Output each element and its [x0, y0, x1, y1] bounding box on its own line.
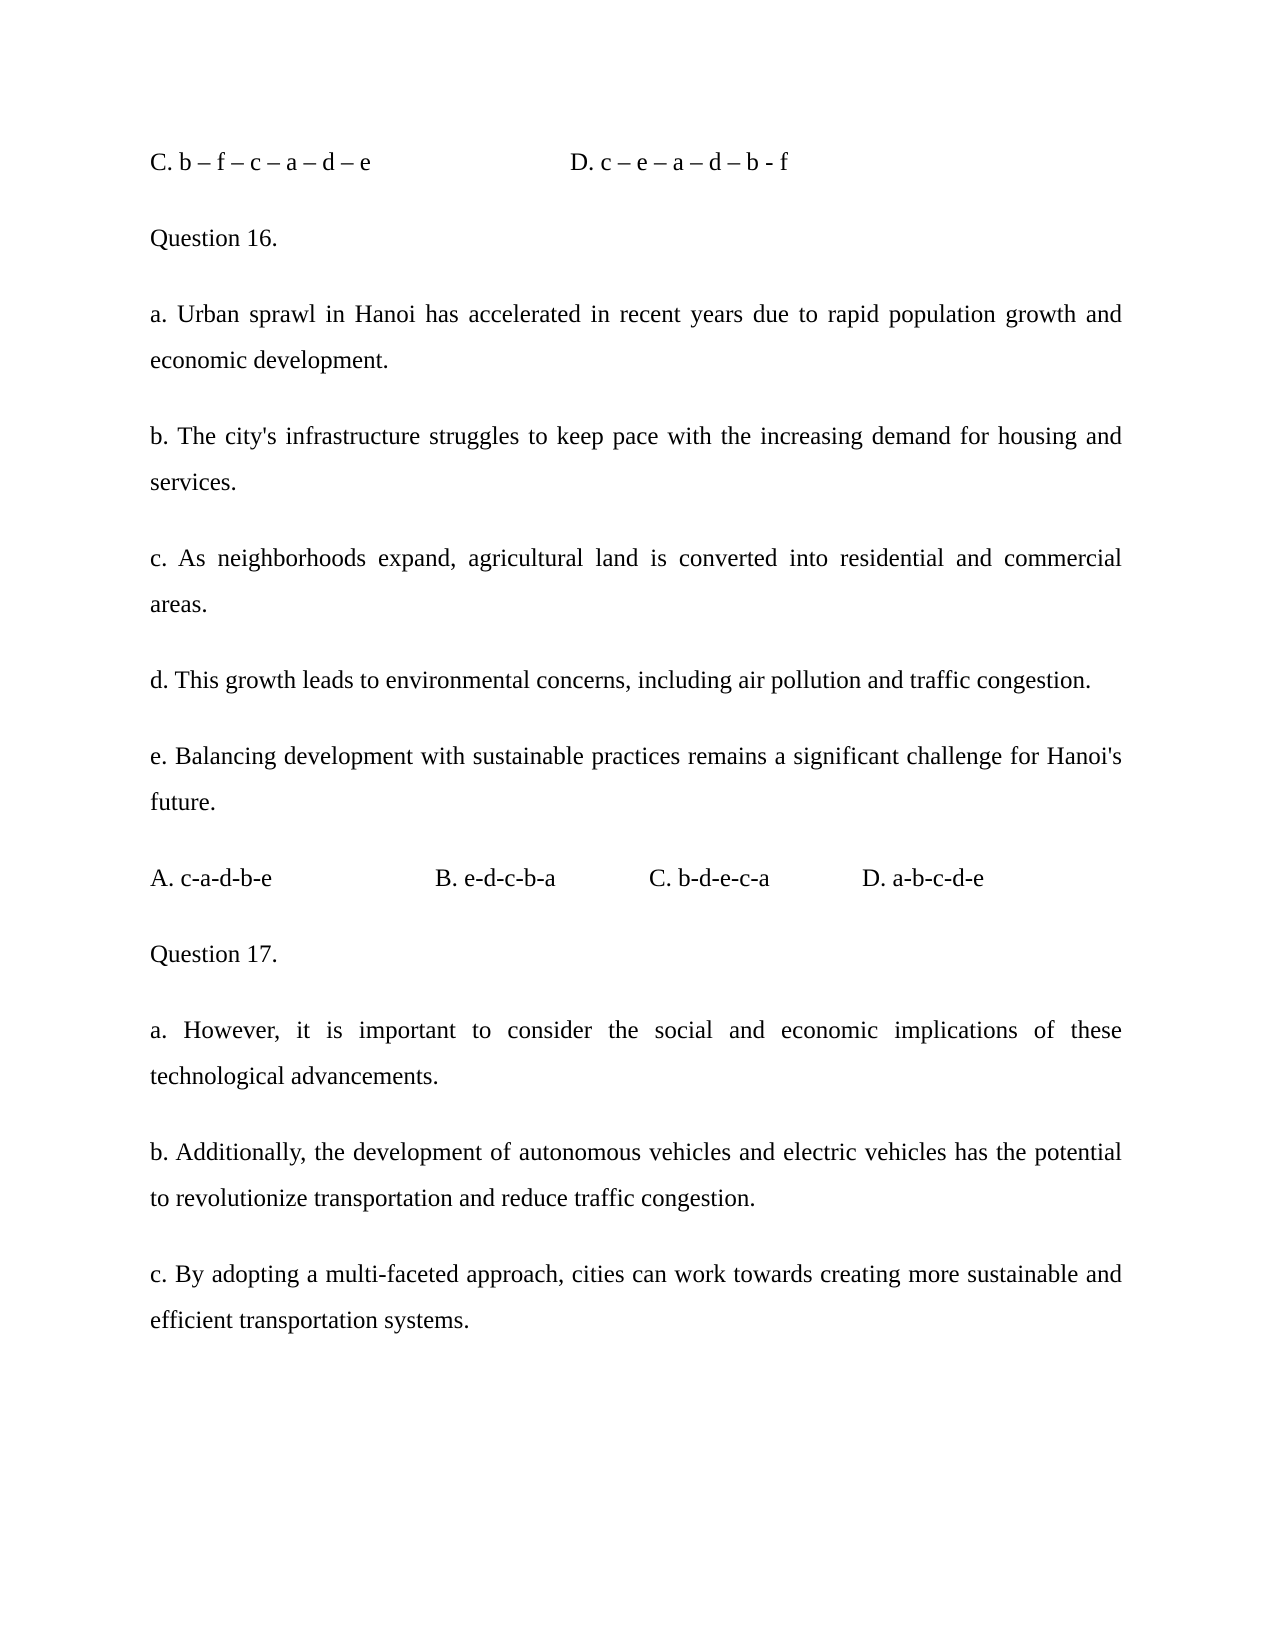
- q16-item-c: c. As neighborhoods expand, agricultural land is converted into residential and commercial areas.: [150, 545, 1122, 618]
- document-page: [150, 140, 1122, 1344]
- q16-option-d: D. a-b-c-d-e: [862, 865, 985, 892]
- q16-item-a: a. Urban sprawl in Hanoi has accelerated in recent years due to rapid population growth and economic development.: [150, 301, 1122, 374]
- q17-item-b: b. Additionally, the development of autonomous vehicles and electric vehicles has the potential to revolutionize transportation and reduce traffic congestion.: [150, 1139, 1122, 1212]
- q16-item-e: e. Balancing development with sustainable practices remains a significant challenge for Hanoi's future.: [150, 743, 1122, 816]
- q16-option-a: A. c-a-d-b-e: [150, 865, 273, 892]
- question-16-title: Question 16.: [150, 225, 278, 252]
- option-c: C. b – f – c – a – d – e: [150, 149, 371, 176]
- q16-item-b: b. The city's infrastructure struggles to keep pace with the increasing demand for housing and services.: [150, 423, 1122, 496]
- prev-question-options: [150, 140, 1122, 186]
- q17-item-a: a. However, it is important to consider the social and economic implications of these technological advancements.: [150, 1017, 1122, 1090]
- q17-item-c: c. By adopting a multi-faceted approach, cities can work towards creating more sustainable and efficient transportation systems.: [150, 1261, 1122, 1334]
- q16-option-b: B. e-d-c-b-a: [435, 865, 556, 892]
- question-16-options: [150, 856, 1122, 902]
- question-17-title: Question 17.: [150, 941, 278, 968]
- q16-item-d: d. This growth leads to environmental concerns, including air pollution and traffic congestion.: [150, 667, 1092, 694]
- q16-option-c: C. b-d-e-c-a: [649, 865, 770, 892]
- option-d: D. c – e – a – d – b - f: [570, 149, 788, 176]
